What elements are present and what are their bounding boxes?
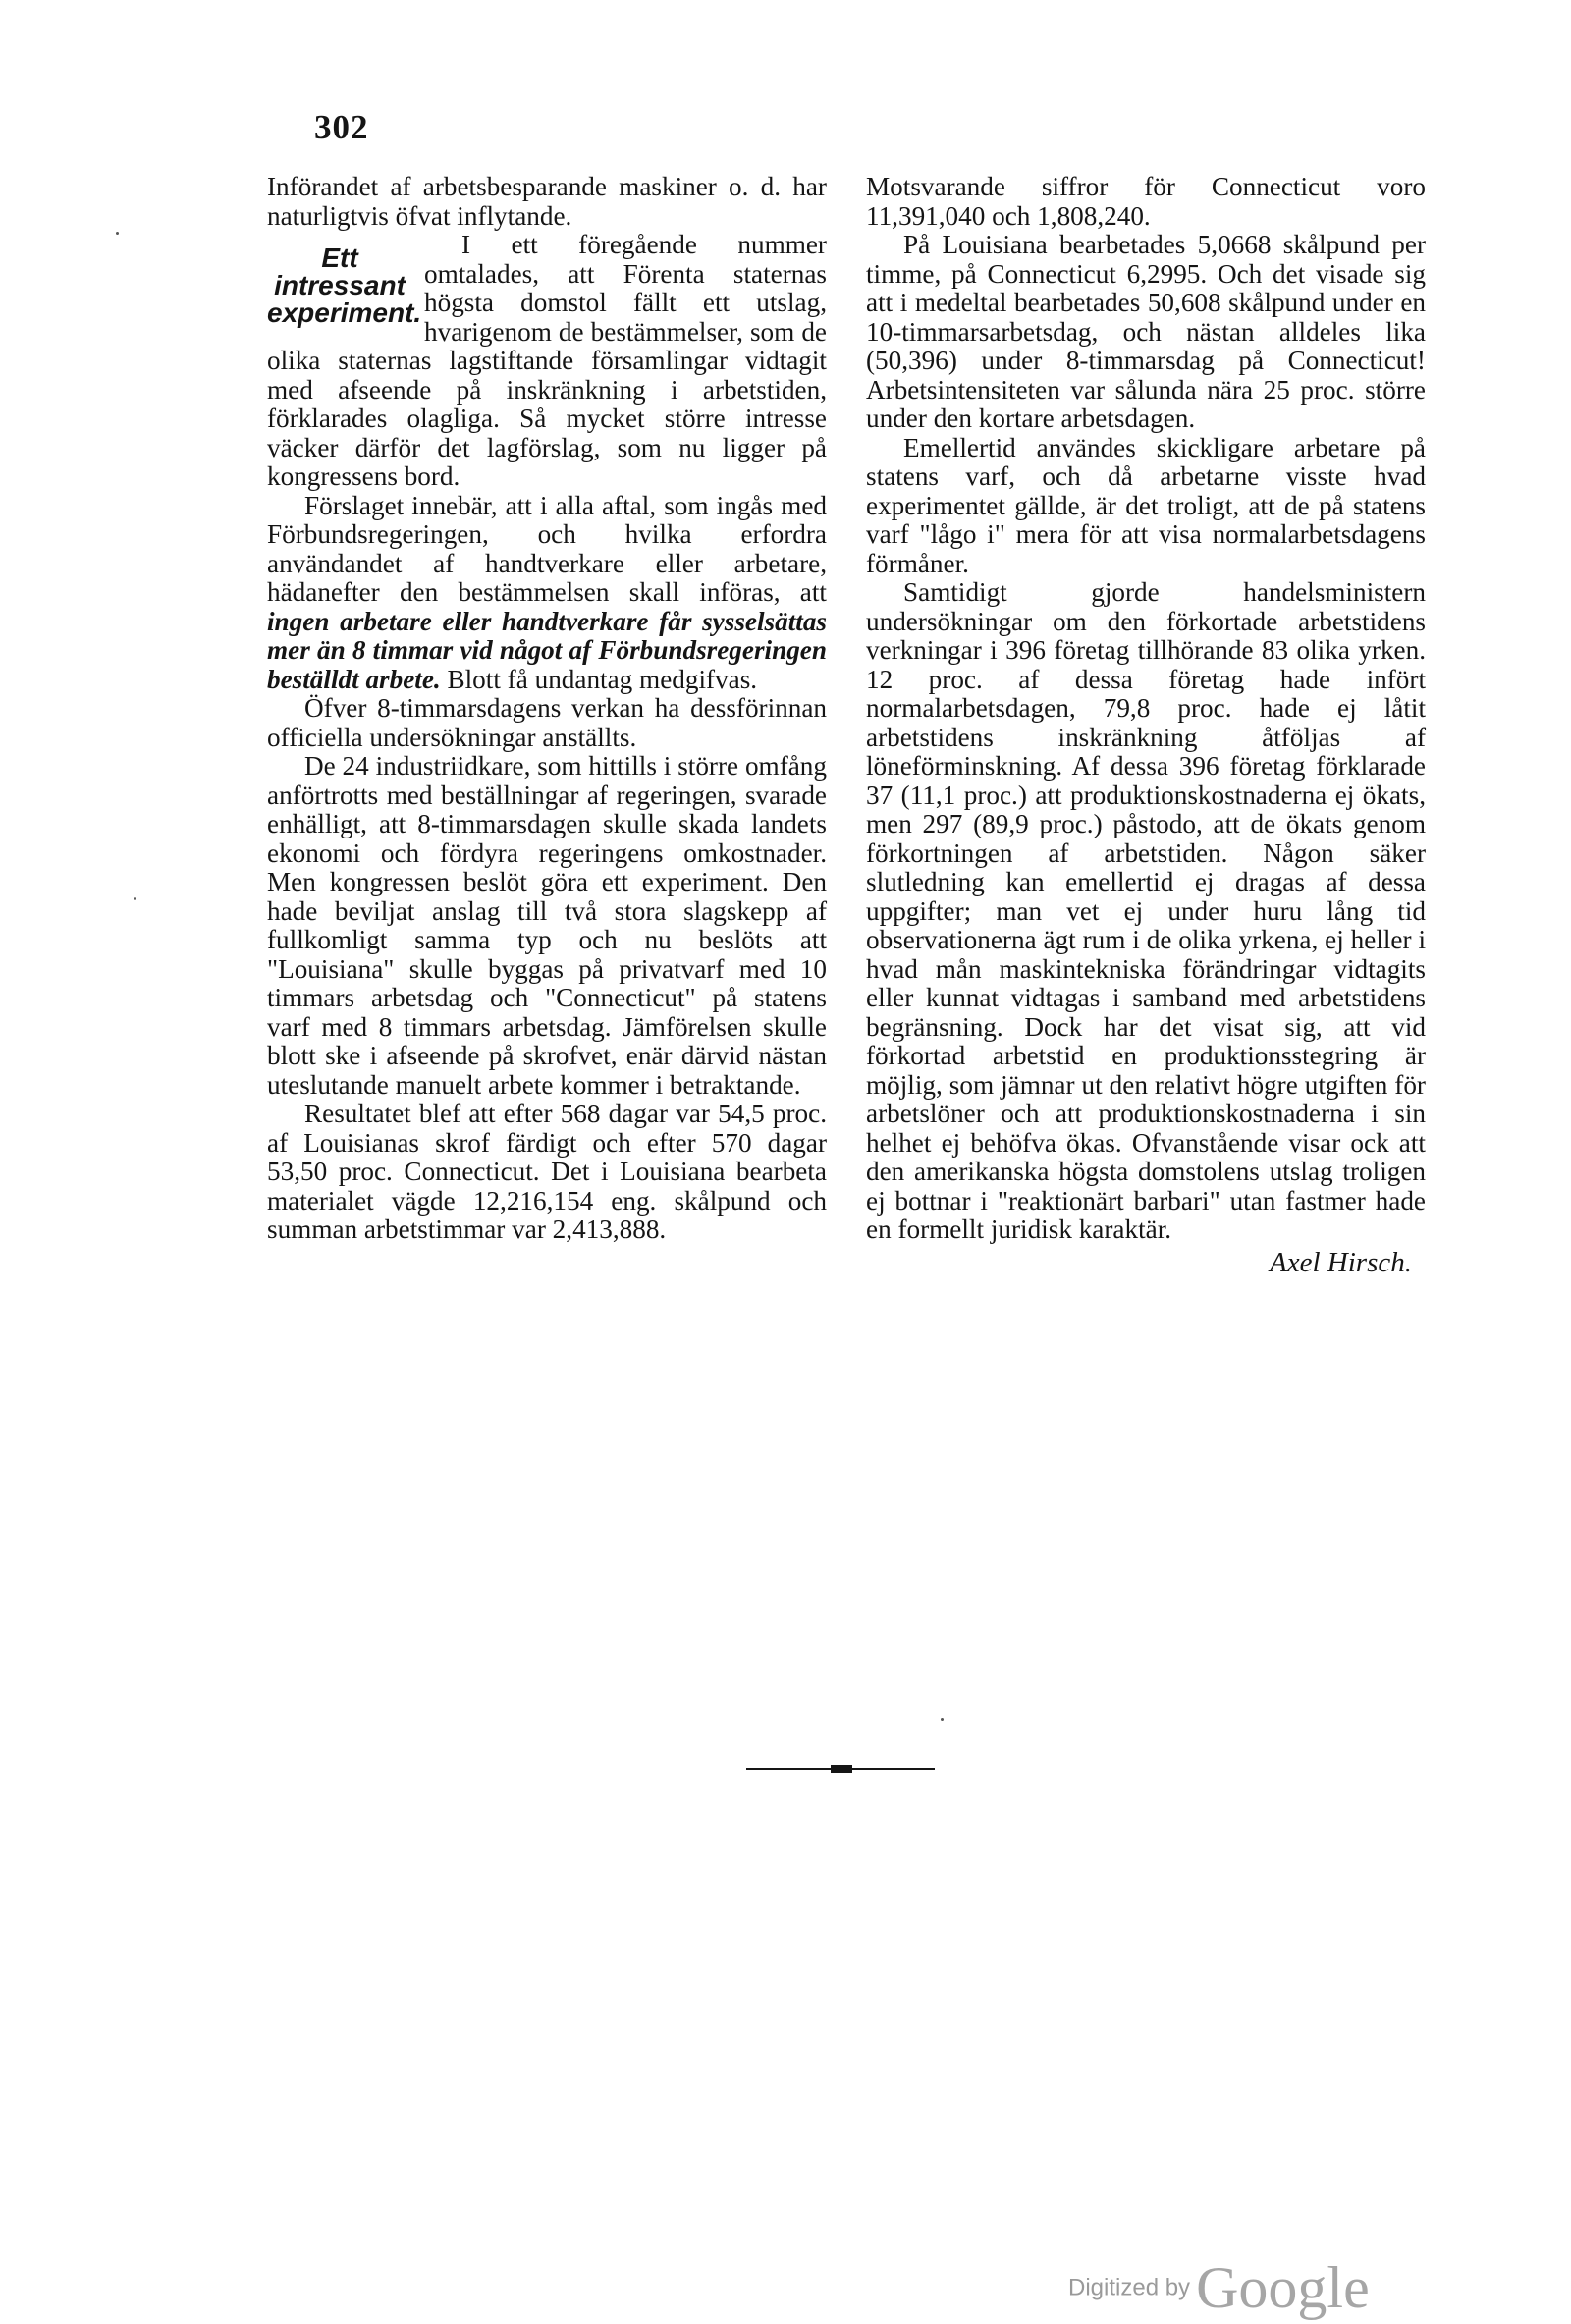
marginal-note: Ett intressant experiment. <box>267 243 422 328</box>
scan-speck <box>134 897 136 900</box>
paragraph: Samtidigt gjorde handelsministern undersökningar om den förkortade arbetstidens verkningar i 396 företag tillhörande 83 olika yrken. 12 proc. af dessa företag hade infört normalarbetsdagen, 79,8 proc. hade ej låtit arbetstidens inskränkning åtföljas af löneförminskning. Af dessa 396 företag förklarade 37 (11,1 proc.) att produktionskostnaderna ej ökats, men 297 (89,9 proc.) påstodo, att de ökats genom förkortningen af arbetstiden. Någon säker slutledning kan emellertid ej dragas af dessa uppgifter; man vet ej under huru lång tid observationerna ägt rum i de olika yrkena, ej heller i hvad mån maskintekniska förändringar vidtagits eller kunnat vidtagas i samband med arbetstidens begränsning. Dock har det visat sig, att vid förkortad arbetstid en produktionsstegring är möjlig, som jämnar ut den relativt högre utgiften för arbetslöner och att produktionskostnaderna i sin helhet ej behöfva ökas. Ofvanstående visar ock att den amerikanska högsta domstolens utslag troligen ej bottnar i "reaktionärt barbari" utan fastmer hade en formellt juridisk karaktär. <box>866 577 1426 1244</box>
digitized-watermark <box>1068 2254 1370 2322</box>
watermark-prefix: Digitized by <box>1068 2274 1191 2301</box>
scan-speck <box>116 232 119 235</box>
paragraph: Emellertid användes skickligare arbetare på statens varf, och då arbetarne visste hvad experimentet gällde, är det troligt, att de på statens varf "lågo i" mera för att visa normalarbetsdagens förmåner. <box>866 432 1426 578</box>
left-column <box>267 173 827 1245</box>
author-signature: Axel Hirsch. <box>1270 1246 1412 1278</box>
paragraph: På Louisiana bearbetades 5,0668 skålpund per timme, på Connecticut 6,2995. Och det visade sig att i medeltal bearbetades 50,608 skålpund under en 10-timmarsarbetsdag, och nästan alldeles lika (50,396) under 8-timmarsdag på Connecticut! Arbetsintensiteten var sålunda nära 25 proc. större under den kortare arbetsdagen. <box>866 230 1426 433</box>
paragraph: Öfver 8-timmarsdagens verkan ha dessförinnan officiella undersökningar anställts. <box>267 693 827 752</box>
paragraph-text: Förslaget innebär, att i alla aftal, som ingås med Förbundsregeringen, och hvilka erfordra användandet af handtverkare eller arbetare, hädanefter den bestämmelsen skall införas, att <box>267 490 827 607</box>
emphasized-text: ingen arbetare eller handtverkare får sysselsättas mer än 8 timmar vid något af Förbundsregeringen beställdt arbete. <box>267 606 827 694</box>
paragraph-text: Blott få undantag medgifvas. <box>447 664 758 694</box>
paragraph <box>267 492 827 695</box>
google-logo: Google <box>1196 2255 1370 2320</box>
page-number: 302 <box>314 108 369 146</box>
paragraph: Motsvarande siffror för Connecticut voro 11,391,040 och 1,808,240. <box>866 172 1426 231</box>
end-ornament-rule <box>746 1763 935 1775</box>
scan-speck <box>941 1718 944 1721</box>
paragraph: I ett föregående nummer omtalades, att Förenta staternas högsta domstol fällt ett utslag, hvarigenom de bestämmelser, som de olika staternas lagstiftande församlingar vidtagit med afseende på inskränkning i arbetstiden, förklarades olagliga. Så mycket större intresse väcker därför det lagförslag, som nu ligger på kongressens bord. <box>267 230 827 491</box>
paragraph: De 24 industriidkare, som hittills i större omfång anförtrotts med beställningar af regeringen, svarade enhälligt, att 8-timmarsdagen skulle skada landets ekonomi och fördyra regeringens omkostnader. Men kongressen beslöt göra ett experiment. Den hade beviljat anslag till två stora slagskepp af fullkomligt samma typ och nu beslöts att "Louisiana" skulle byggas på privatvarf med 10 timmars arbetsdag och "Connecticut" på statens varf med 8 timmars arbetsdag. Jämförelsen skulle blott ske i afseende på skrofvet, enär därvid nästan uteslutande manuelt arbete kommer i betraktande. <box>267 751 827 1100</box>
paragraph: Resultatet blef att efter 568 dagar var 54,5 proc. af Louisianas skrof färdigt och efter 570 dagar 53,50 proc. Connecticut. Det i Louisiana bearbeta materialet vägde 12,216,154 eng. skålpund och summan arbetstimmar var 2,413,888. <box>267 1099 827 1244</box>
paragraph: Införandet af arbetsbesparande maskiner o. d. har naturligtvis öfvat inflytande. <box>267 172 827 231</box>
right-column <box>866 173 1426 1277</box>
